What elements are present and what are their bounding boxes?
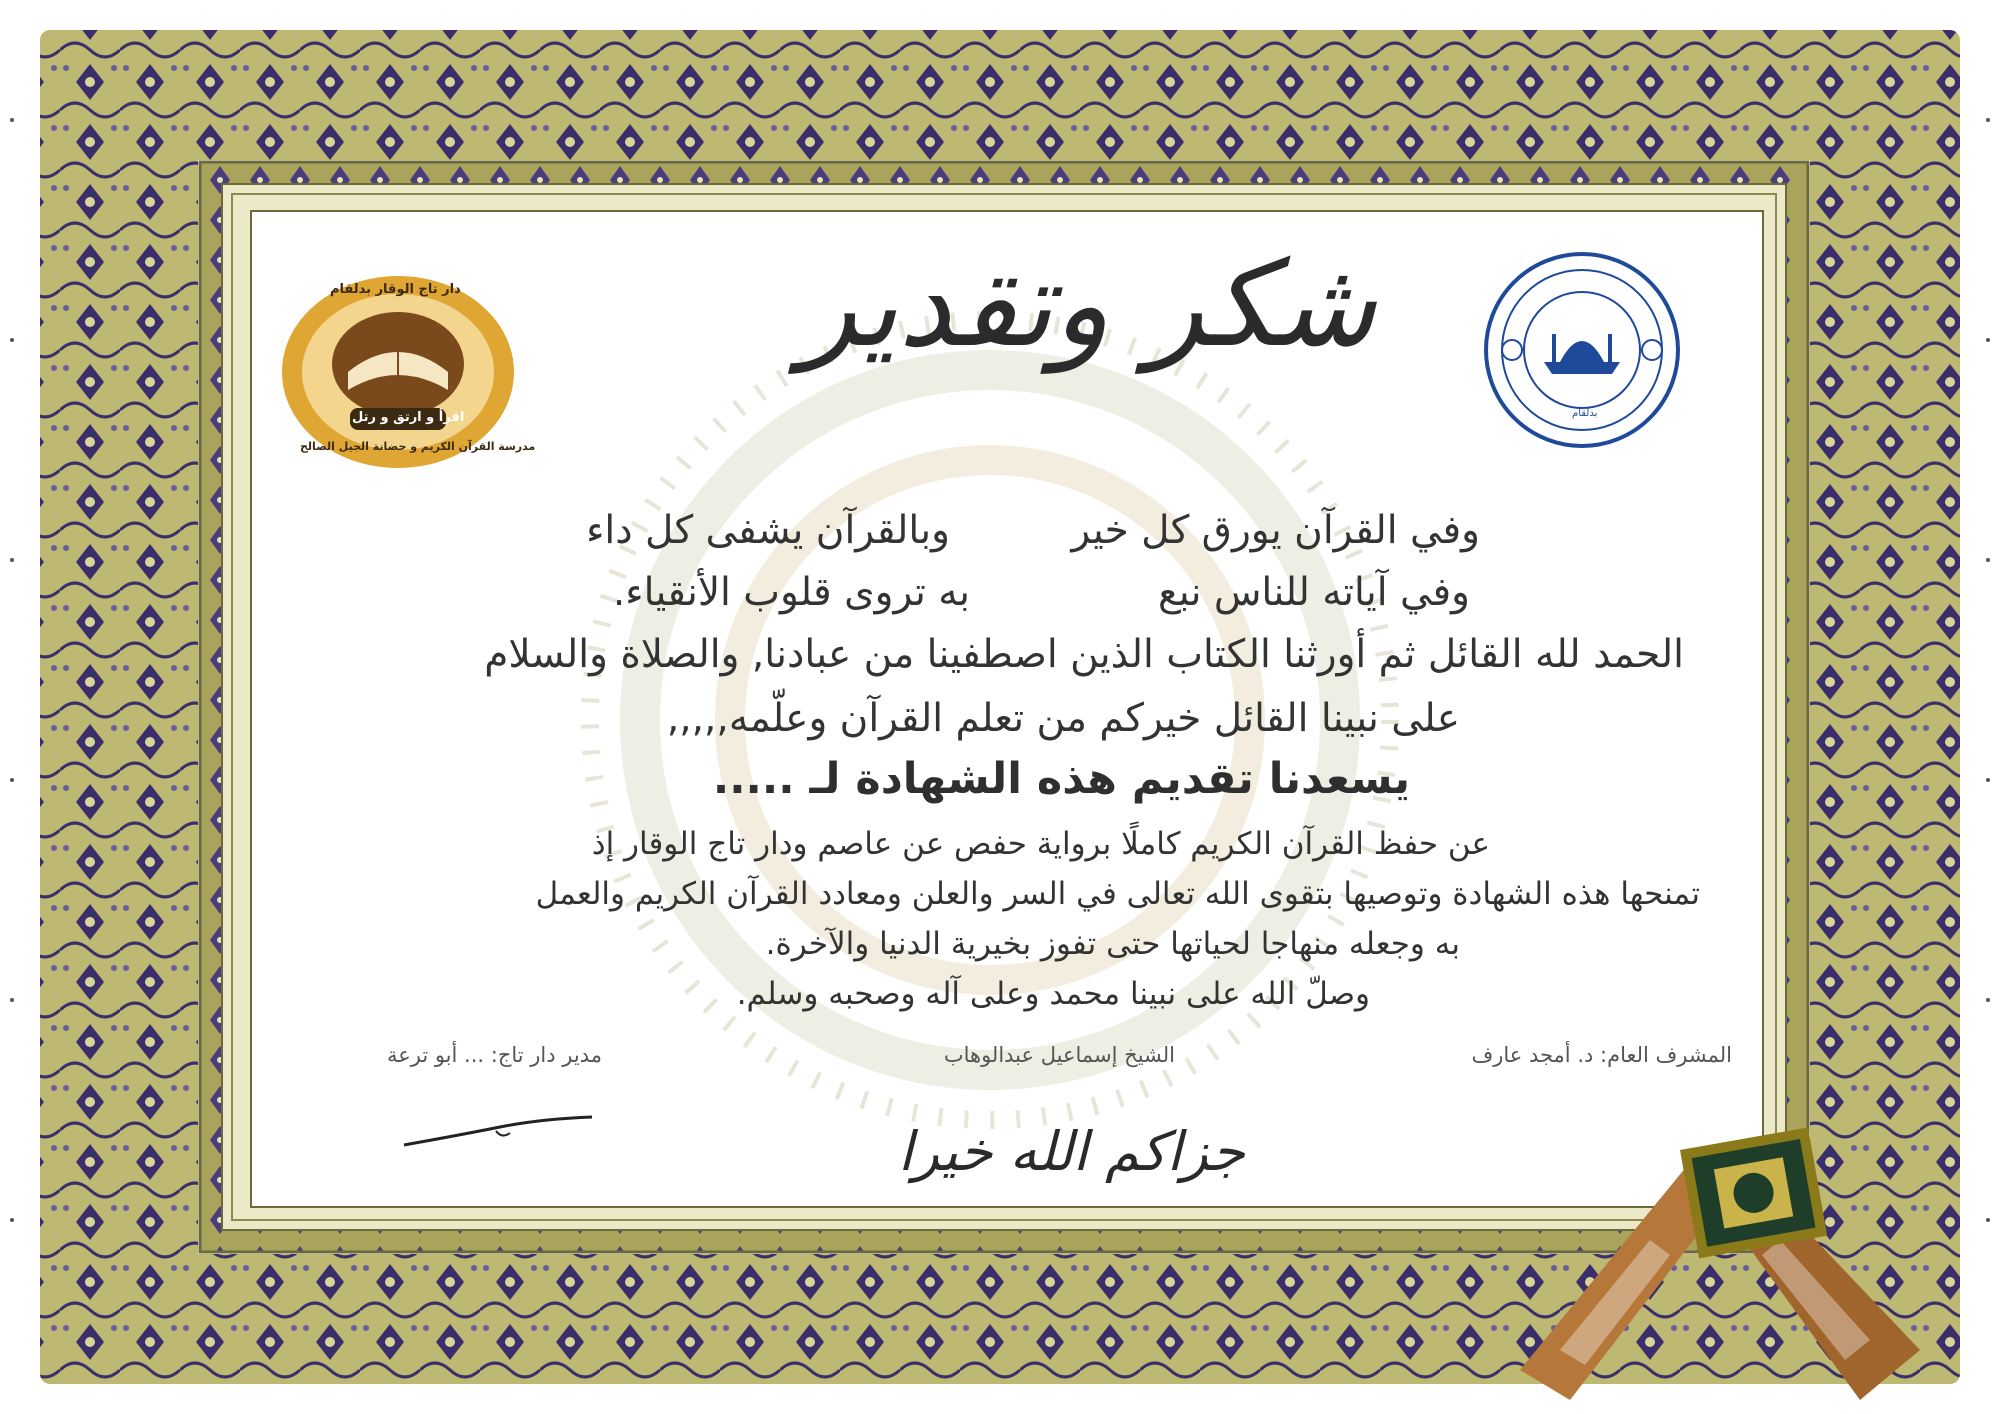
- seal-left-bottom-text: مدرسة القرآن الكريم و حضانة الجيل الصالح: [300, 440, 536, 453]
- body-line-4: وصلّ الله على نبينا محمد وعلى آله وصحبه وسلم.: [736, 976, 1370, 1012]
- seal-right-bottom-text: بدلقام: [1572, 408, 1598, 419]
- body-line-1: عن حفظ القرآن الكريم كاملًا برواية حفص عن عاصم ودار تاج الوقار إذ: [591, 826, 1490, 862]
- verse-line-2-left: به تروى قلوب الأنقياء.: [612, 570, 970, 615]
- hamd-line-2: على نبينا القائل خيركم من تعلم القرآن وعلّمه,,,,,: [666, 696, 1460, 741]
- signature-director: مدير دار تاج: ... أبو ترعة: [386, 1043, 602, 1067]
- certificate-title: شكر وتقدير: [800, 235, 1377, 373]
- quran-stand-illustration: [1500, 1090, 1940, 1410]
- body-line-2: تمنحها هذه الشهادة وتوصيها بتقوى الله تعالى في السر والعلن ومعادد القرآن الكريم والعمل: [535, 876, 1700, 912]
- hamd-line-1: الحمد لله القائل ثم أورثنا الكتاب الذين اصطفينا من عبادنا, والصلاة والسلام: [484, 632, 1684, 677]
- verse-line-2-right: وفي آياته للناس نبع: [1158, 570, 1470, 615]
- body-line-3: به وجعله منهاجا لحياتها حتى تفوز بخيرية الدنيا والآخرة.: [765, 926, 1460, 962]
- signature-sheikh: الشيخ إسماعيل عبدالوهاب: [943, 1043, 1175, 1067]
- seal-left-top-text: دار تاج الوقار بدلقام: [330, 282, 461, 297]
- footer-calligraphy: جزاكم الله خيرا: [898, 1120, 1245, 1183]
- verse-line-1-right: وفي القرآن يورق كل خير: [1071, 508, 1480, 553]
- signature-supervisor: المشرف العام: د. أمجد عارف: [1471, 1043, 1732, 1067]
- certificate-headline: يسعدنا تقديم هذه الشهادة لـ .....: [712, 754, 1410, 804]
- institute-seal-logo: [1482, 250, 1682, 450]
- verse-line-1-left: وبالقرآن يشفى كل داء: [586, 508, 950, 553]
- handwritten-signature: [400, 1105, 600, 1165]
- seal-left-ribbon: اقرأ و ارتق و رتل: [352, 410, 465, 425]
